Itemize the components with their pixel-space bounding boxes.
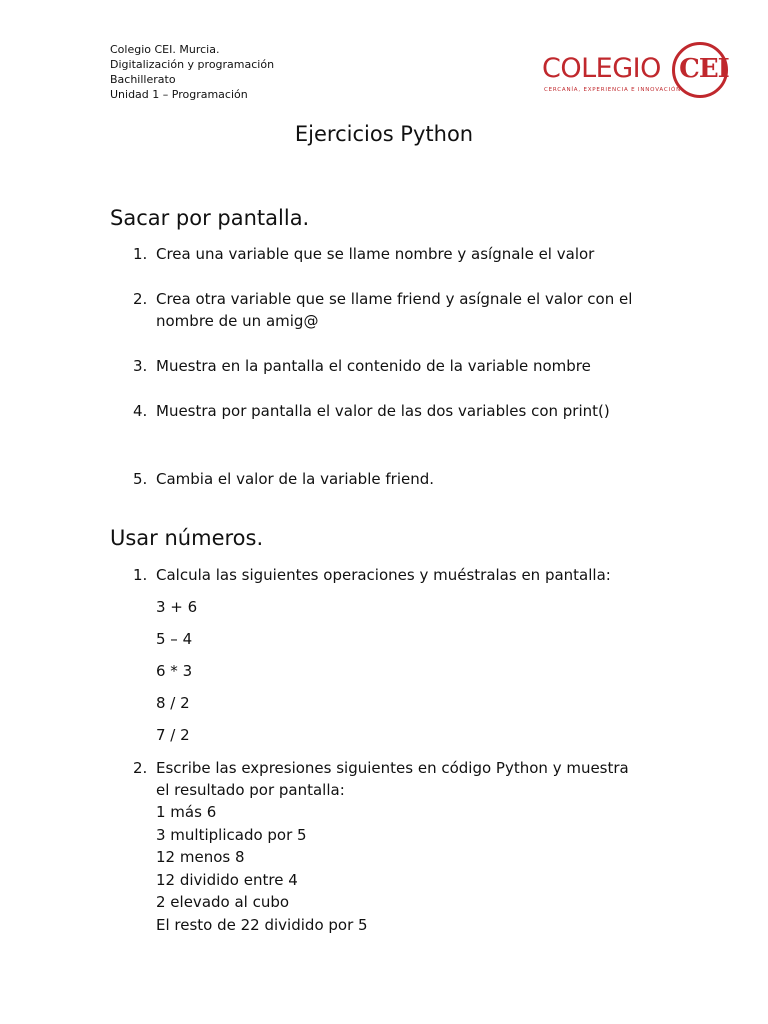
list-item-text: Calcula las siguientes operaciones y muéstralas en pantalla: [156,566,611,584]
operation-line: 6 * 3 [156,662,193,680]
list-item-text: Cambia el valor de la variable friend. [156,470,435,488]
list-item-number: 3. [133,357,148,375]
logo-word: COLEGIO [542,53,661,84]
operation-line: 8 / 2 [156,694,190,712]
list-item-number: 1. [133,566,148,584]
logo-mark: CEI [679,54,729,84]
expression-list [156,801,368,937]
section-heading-output: Sacar por pantalla. [110,206,310,230]
list-item-text: Muestra por pantalla el valor de las dos variables con print() [156,402,610,420]
expression-line: 1 más 6 [156,803,217,821]
list-item-number: 2. [133,290,148,308]
list-item-text: Escribe las expresiones siguientes en código Python y muestra el resultado por pantalla: [156,759,629,799]
school-info-header [110,42,274,102]
colegio-cei-logo [540,40,740,106]
list-item-number: 4. [133,402,148,420]
list-item-text: Crea otra variable que se llame friend y asígnale el valor con el nombre de un amig@ [156,290,633,330]
document-title: Ejercicios Python [294,122,474,146]
header-line-unit: Unidad 1 – Programación [110,88,248,101]
list-item-number: 2. [133,759,148,777]
operation-line: 5 – 4 [156,630,193,648]
list-item-text: Muestra en la pantalla el contenido de la variable nombre [156,357,591,375]
operation-line: 7 / 2 [156,726,190,744]
list-item-number: 5. [133,470,148,488]
section-heading-numbers: Usar números. [110,526,264,550]
list-item-number: 1. [133,245,148,263]
expression-line: 12 dividido entre 4 [156,870,298,889]
expression-line: 2 elevado al cubo [156,893,290,912]
expression-line: El resto de 22 dividido por 5 [156,915,368,934]
operation-line: 3 + 6 [156,598,198,616]
list-item-text: Crea una variable que se llame nombre y asígnale el valor [156,245,595,263]
header-line-subject: Digitalización y programación [110,58,275,71]
expression-line: 12 menos 8 [156,848,245,867]
header-line-school: Colegio CEI. Murcia. [110,43,220,56]
header-line-level: Bachillerato [110,73,176,86]
logo-tagline: CERCANÍA, EXPERIENCIA E INNOVACIÓN [544,87,681,93]
expression-line: 3 multiplicado por 5 [156,825,307,844]
